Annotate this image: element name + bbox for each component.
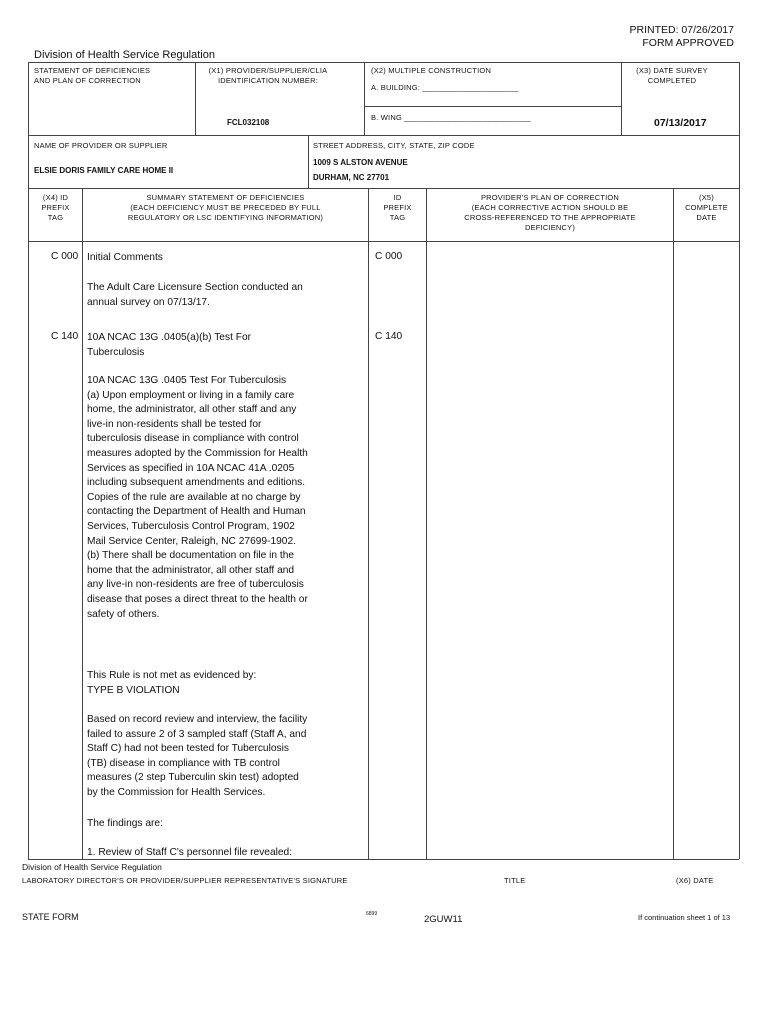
col-x4-header: (X4) ID PREFIX TAG xyxy=(41,193,70,222)
id-tag-c000: C 000 xyxy=(375,251,403,262)
x2-building: A. BUILDING: ______________________ xyxy=(371,83,519,92)
provider-label: NAME OF PROVIDER OR SUPPLIER xyxy=(34,141,168,150)
address-line2: DURHAM, NC 27701 xyxy=(313,173,390,182)
rule-not-met: This Rule is not met as evidenced by: TYPE B VIOLATION xyxy=(87,670,257,696)
address-line1: 1009 S ALSTON AVENUE xyxy=(313,158,408,167)
col-x5-header: (X5) COMPLETE DATE xyxy=(685,193,728,222)
form-approved: FORM APPROVED xyxy=(642,37,734,49)
event-id: 2GUW11 xyxy=(424,914,463,925)
state-form-label: STATE FORM xyxy=(22,912,79,922)
findings-heading: The findings are: xyxy=(87,818,163,829)
x2-label: (X2) MULTIPLE CONSTRUCTION xyxy=(371,66,492,75)
x2-wing: B. WING _____________________________ xyxy=(371,113,532,122)
division-title: Division of Health Service Regulation xyxy=(34,49,215,61)
review-paragraph: 1. Review of Staff C's personnel file revealed: xyxy=(87,847,293,858)
x1-label: (X1) PROVIDER/SUPPLIER/CLIA IDENTIFICATION NUMBER: xyxy=(208,66,328,85)
x6-date-label: (X6) DATE xyxy=(676,876,714,885)
based-on-paragraph: Based on record review and interview, the facility failed to assure 2 of 3 sampled staff (Staff A, and Staff C) had not been tested for Tuberculosis (TB) disease in compliance with TB control measures (2 step Tuberculin skin test) adopted by the Commission for Health Services. xyxy=(87,714,308,798)
col-summary-header: SUMMARY STATEMENT OF DEFICIENCIES (EACH DEFICIENCY MUST BE PRECEDED BY FULL REGULATORY OR LSC IDENTIFYING INFORMATION) xyxy=(127,193,324,222)
rule-text: 10A NCAC 13G .0405 Test For Tuberculosis (a) Upon employment or living in a family care home, the administrator, all other staff and any live-in non-residents shall be tested for tuberculosis disease in compliance with control measures adopted by the Commission for Health Services as specified in 10A NCAC 41A .0205 including subsequent amendments and editions. Copies of the rule are available at no charge by contacting the Department of Health and Human Services, Tuberculosis Control Program, 1902 Mail Service Center, Raleigh, NC 27699-1902. (b) There shall be documentation on file in the home that the administrator, all other staff and any live-in non-residents are free of tuberculosis disease that poses a direct threat to the health or safety of others. xyxy=(87,375,308,620)
form-number: 6899 xyxy=(366,911,378,917)
title-label: TITLE xyxy=(504,876,526,885)
x3-label: (X3) DATE SURVEY COMPLETED xyxy=(636,66,708,85)
x4-tag-c140: C 140 xyxy=(51,331,79,342)
survey-paragraph: The Adult Care Licensure Section conducted an annual survey on 07/13/17. xyxy=(87,282,303,308)
initial-comments-heading: Initial Comments xyxy=(87,252,163,263)
id-tag-c140: C 140 xyxy=(375,331,403,342)
x1-provider-number: FCL032108 xyxy=(227,118,270,127)
col-plan-header: PROVIDER'S PLAN OF CORRECTION (EACH CORRECTIVE ACTION SHOULD BE CROSS-REFERENCED TO THE APPROPRIATE DEFICIENCY) xyxy=(464,193,636,232)
x4-tag-c000: C 000 xyxy=(51,251,79,262)
x3-date: 07/13/2017 xyxy=(654,117,707,129)
address-label: STREET ADDRESS, CITY, STATE, ZIP CODE xyxy=(313,141,475,150)
statement-label: STATEMENT OF DEFICIENCIES AND PLAN OF CORRECTION xyxy=(34,66,151,85)
signature-label: LABORATORY DIRECTOR'S OR PROVIDER/SUPPLIER REPRESENTATIVE'S SIGNATURE xyxy=(22,876,348,885)
provider-name: ELSIE DORIS FAMILY CARE HOME II xyxy=(34,166,174,175)
printed-date: PRINTED: 07/26/2017 xyxy=(629,24,734,36)
rule-title: 10A NCAC 13G .0405(a)(b) Test For Tuberculosis xyxy=(87,332,252,358)
col-id-header: ID PREFIX TAG xyxy=(383,193,412,222)
continuation-sheet: If continuation sheet 1 of 13 xyxy=(638,913,731,922)
footer-division: Division of Health Service Regulation xyxy=(22,862,162,872)
